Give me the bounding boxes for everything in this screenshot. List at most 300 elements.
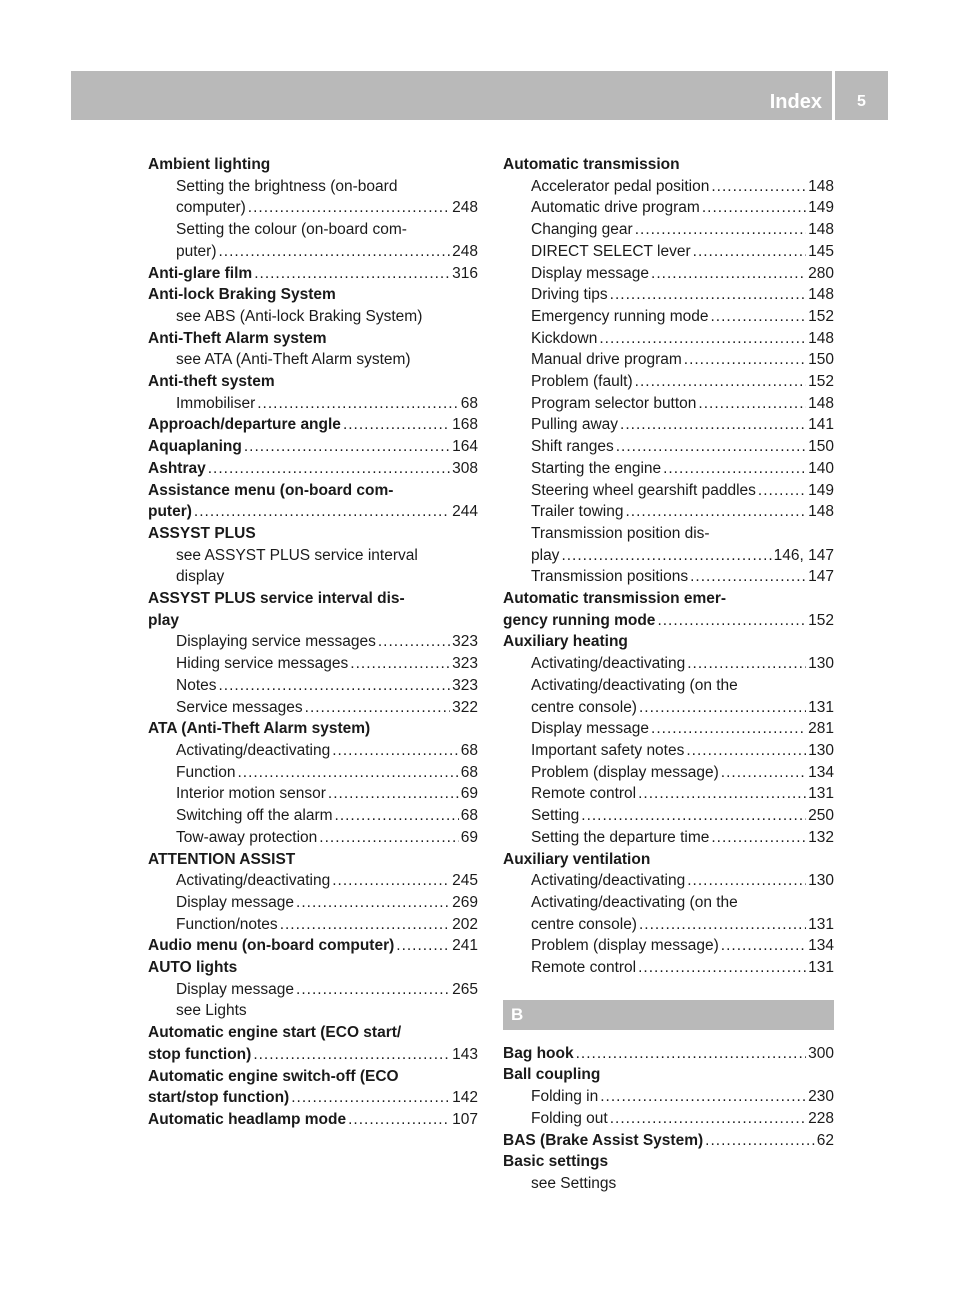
entry-label: centre console) [531,698,637,716]
index-term [148,458,478,480]
dot-leader [711,176,806,198]
dot-leader [600,1086,806,1108]
entry-label: Problem (display message) [531,763,719,781]
dot-leader [721,762,806,784]
dot-leader [690,566,806,588]
index-subentry [148,805,478,827]
dot-leader [253,1044,450,1066]
entry-label: Switching off the alarm [176,807,333,825]
index-term [148,588,478,610]
entry-label: Anti-glare film [148,264,253,282]
entry-label: see ASSYST PLUS service interval [176,546,418,564]
page-reference[interactable]: 68 [460,807,478,825]
entry-label: DIRECT SELECT lever [531,242,691,260]
entry-label: Approach/departure angle [148,416,341,434]
page-reference[interactable]: 230 [808,1088,834,1106]
entry-label: see ATA (Anti-Theft Alarm system) [176,351,411,369]
index-subentry [503,566,834,588]
index-subentry [148,870,478,892]
index-subentry [148,349,478,371]
index-subentry [503,306,834,328]
dot-leader [219,241,451,263]
page-reference[interactable]: 280 [808,264,834,282]
entry-label: puter) [176,242,217,260]
index-subentry [503,349,834,371]
page-reference[interactable]: 164 [452,438,478,456]
entry-label: Shift ranges [531,438,614,456]
dot-leader [378,631,450,653]
dot-leader [291,1087,450,1109]
page-reference[interactable]: 69 [460,828,478,846]
page-reference[interactable]: 269 [452,893,478,911]
index-subentry [148,631,478,653]
page-reference[interactable]: 68 [460,741,478,759]
index-term [503,849,834,871]
entry-label: Assistance menu (on-board com- [148,481,394,499]
entry-label: Activating/deactivating [531,872,686,890]
page-reference[interactable]: 148 [808,177,834,195]
dot-leader [237,762,458,784]
page-reference[interactable]: 300 [808,1044,834,1062]
page-reference[interactable]: 130 [808,655,834,673]
dot-leader [758,480,806,502]
dot-leader [625,501,806,523]
page-reference[interactable]: 148 [808,286,834,304]
index-subentry [148,979,478,1001]
entry-label: Service messages [176,698,303,716]
entry-label: Remote control [531,785,637,803]
index-term [148,501,478,523]
index-column-right [503,154,834,1195]
dot-leader [657,610,806,632]
entry-label: Display message [531,720,650,738]
page-reference[interactable]: 130 [808,872,834,890]
entry-label: Transmission positions [531,568,689,586]
entry-label: gency running mode [503,611,656,629]
index-subentry [148,1000,478,1022]
page-reference[interactable]: 248 [452,199,478,217]
dot-leader [305,697,450,719]
entry-label: Setting the brightness (on-board [176,177,398,195]
index-term [148,263,478,285]
entry-label: Hiding service messages [176,655,349,673]
entry-label: Basic settings [503,1153,609,1171]
entry-label: Ambient lighting [148,156,271,173]
index-subentry [503,914,834,936]
index-subentry [148,892,478,914]
entry-label: see ABS (Anti-lock Braking System) [176,307,423,325]
index-subentry [503,675,834,697]
index-term [148,957,478,979]
page-reference[interactable]: 140 [808,459,834,477]
entry-label: Displaying service messages [176,633,376,651]
index-subentry [503,1086,834,1108]
index-subentry [503,783,834,805]
entry-label: Kickdown [531,329,598,347]
index-term [148,849,478,871]
index-subentry [148,762,478,784]
index-term [148,610,478,632]
index-subentry [503,957,834,979]
index-subentry [148,545,478,567]
entry-label: Auxiliary heating [503,633,628,651]
index-term [148,414,478,436]
index-subentry [148,566,478,588]
entry-label: Automatic transmission [503,156,680,173]
entry-label: AUTO lights [148,959,238,977]
page-reference[interactable]: 281 [808,720,834,738]
entry-label: Driving tips [531,286,608,304]
index-subentry [503,805,834,827]
page-reference[interactable]: 134 [808,937,834,955]
page-reference[interactable]: 150 [808,351,834,369]
dot-leader [687,653,806,675]
dot-leader [254,263,450,285]
dot-leader [561,545,771,567]
page-reference[interactable]: 316 [452,264,478,282]
index-term [503,1064,834,1086]
page-reference[interactable]: 141 [808,416,834,434]
index-term [503,631,834,653]
entry-label: Problem (fault) [531,373,633,391]
index-subentry [503,740,834,762]
entry-label: see Settings [531,1174,617,1192]
entry-label: Anti-lock Braking System [148,286,336,304]
dot-leader [705,1130,815,1152]
index-subentry [503,827,834,849]
dot-leader [396,935,450,957]
entry-label: computer) [176,199,246,217]
page-reference[interactable]: 130 [808,741,834,759]
entry-label: Activating/deactivating [176,741,331,759]
index-subentry [148,176,478,198]
entry-label: Transmission position dis- [531,524,710,542]
entry-label: display [176,568,225,586]
entry-label: Tow-away protection [176,828,318,846]
entry-label: Setting the departure time [531,828,710,846]
entry-label: Display message [176,980,295,998]
page-reference[interactable]: 134 [808,763,834,781]
entry-label: centre console) [531,915,637,933]
entry-label: Auxiliary ventilation [503,850,651,868]
entry-label: Activating/deactivating [176,872,331,890]
page-reference[interactable]: 265 [452,980,478,998]
entry-label: Automatic transmission emer- [503,590,727,608]
dot-leader [663,458,806,480]
entry-label: Setting the colour (on-board com- [176,221,407,239]
entry-label: puter) [148,503,192,521]
entry-label: Manual drive program [531,351,682,369]
index-term [148,523,478,545]
entry-label: play [531,546,560,564]
page-reference[interactable]: 168 [452,416,478,434]
page-reference[interactable]: 68 [460,763,478,781]
index-term [148,1044,478,1066]
page-reference[interactable]: 202 [452,915,478,933]
entry-label: Setting [531,807,580,825]
index-subentry [148,197,478,219]
header-bar [71,71,832,120]
dot-leader [638,957,806,979]
index-subentry [148,219,478,241]
index-subentry [503,523,834,545]
dot-leader [616,436,806,458]
dot-leader [684,349,806,371]
entry-label: Problem (display message) [531,937,719,955]
entry-label: Anti-Theft Alarm system [148,329,327,347]
dot-leader [620,414,806,436]
dot-leader [693,241,806,263]
entry-label: Aquaplaning [148,438,242,456]
index-subentry [503,371,834,393]
page-reference[interactable]: 148 [808,221,834,239]
entry-label: Activating/deactivating (on the [531,676,738,694]
index-subentry [503,263,834,285]
dot-leader [651,718,806,740]
page-reference[interactable]: 62 [816,1131,834,1149]
page-reference[interactable]: 145 [808,242,834,260]
entry-label: Function [176,763,236,781]
page-reference[interactable]: 143 [452,1045,478,1063]
dot-leader [651,263,806,285]
dot-leader [721,935,806,957]
entry-label: Steering wheel gearshift paddles [531,481,756,499]
page-reference[interactable]: 148 [808,394,834,412]
dot-leader [610,284,806,306]
page-reference[interactable]: 248 [452,242,478,260]
page-reference[interactable]: 68 [460,394,478,412]
dot-leader [208,458,450,480]
page-reference[interactable]: 250 [808,807,834,825]
entry-label: stop function) [148,1045,252,1063]
entry-label: Interior motion sensor [176,785,326,803]
dot-leader [296,892,450,914]
page-reference[interactable]: 132 [808,828,834,846]
index-subentry [148,914,478,936]
entry-label: Emergency running mode [531,307,709,325]
section-letter-banner: B [503,1000,834,1030]
entry-label: Ashtray [148,459,206,477]
dot-leader [257,393,459,415]
page-reference[interactable]: 150 [808,438,834,456]
index-subentry [503,762,834,784]
entry-label: Automatic engine switch-off (ECO [148,1067,399,1085]
dot-leader [319,827,458,849]
dot-leader [244,436,450,458]
index-term [148,718,478,740]
index-subentry [503,219,834,241]
page-reference[interactable]: 149 [808,199,834,217]
entry-label: ATA (Anti-Theft Alarm system) [148,720,371,738]
page-reference[interactable]: 322 [452,698,478,716]
index-subentry [503,436,834,458]
entry-label: Audio menu (on-board computer) [148,937,395,955]
page-reference[interactable]: 131 [808,959,834,977]
entry-label: BAS (Brake Assist System) [503,1131,704,1149]
page-reference[interactable]: 245 [452,872,478,890]
index-subentry [148,783,478,805]
entry-label: Important safety notes [531,741,685,759]
page-reference[interactable]: 149 [808,481,834,499]
entry-label: ASSYST PLUS service interval dis- [148,590,405,608]
entry-label: Automatic drive program [531,199,700,217]
index-subentry [148,827,478,849]
entry-label: Notes [176,676,217,694]
dot-leader [328,783,459,805]
index-subentry [503,501,834,523]
index-subentry [503,414,834,436]
entry-label: Ball coupling [503,1066,601,1084]
entry-label: Display message [176,893,295,911]
index-term [503,1151,834,1173]
page-reference[interactable]: 308 [452,459,478,477]
dot-leader [638,783,806,805]
page-reference[interactable]: 152 [808,307,834,325]
entry-label: Automatic headlamp mode [148,1110,347,1128]
entry-label: Activating/deactivating (on the [531,893,738,911]
entry-label: Bag hook [503,1044,574,1062]
dot-leader [599,328,806,350]
index-subentry [503,197,834,219]
index-term [148,328,478,350]
index-subentry [503,935,834,957]
page-reference[interactable]: 241 [452,937,478,955]
dot-leader [332,870,450,892]
index-term [503,154,834,176]
dot-leader [350,653,450,675]
index-subentry [148,697,478,719]
page-reference[interactable]: 131 [808,915,834,933]
entry-label: Accelerator pedal position [531,177,710,195]
index-term [148,284,478,306]
dot-leader [711,306,807,328]
entry-label: Trailer towing [531,503,624,521]
index-subentry [503,1108,834,1130]
index-subentry [148,306,478,328]
entry-label: start/stop function) [148,1089,290,1107]
entry-label: Display message [531,264,650,282]
index-subentry [503,1173,834,1195]
entry-label: Starting the engine [531,459,662,477]
index-subentry [503,480,834,502]
entry-label: Function/notes [176,915,278,933]
index-term [503,610,834,632]
dot-leader [576,1043,807,1065]
index-term [148,371,478,393]
index-subentry [503,892,834,914]
entry-label: Remote control [531,959,637,977]
dot-leader [610,1108,806,1130]
index-term [148,1087,478,1109]
index-term [148,436,478,458]
index-term [148,480,478,502]
index-subentry [148,653,478,675]
page-reference[interactable]: 69 [460,785,478,803]
entry-label: see Lights [176,1002,247,1020]
index-term [148,1022,478,1044]
dot-leader [635,219,806,241]
index-subentry [148,393,478,415]
index-subentry [503,176,834,198]
index-column-left [148,154,478,1131]
entry-label: ATTENTION ASSIST [148,850,296,868]
index-term [503,1043,834,1065]
dot-leader [698,393,806,415]
index-term [148,154,478,176]
dot-leader [711,827,806,849]
page-reference[interactable]: 147 [808,568,834,586]
dot-leader [248,197,450,219]
header-page-number: 5 [835,71,888,120]
entry-label: Anti-theft system [148,373,275,391]
dot-leader [194,501,450,523]
page-reference[interactable]: 146, 147 [773,546,834,564]
index-subentry [148,675,478,697]
dot-leader [296,979,450,1001]
entry-label: Activating/deactivating [531,655,686,673]
entry-label: ASSYST PLUS [148,524,256,542]
page-reference[interactable]: 323 [452,655,478,673]
index-subentry [148,740,478,762]
dot-leader [581,805,806,827]
index-subentry [503,284,834,306]
dot-leader [687,870,806,892]
index-term [148,935,478,957]
dot-leader [639,697,806,719]
index-term [503,588,834,610]
index-subentry [503,241,834,263]
page-reference[interactable]: 152 [808,373,834,391]
index-subentry [503,393,834,415]
index-term [148,1066,478,1088]
page-reference[interactable]: 148 [808,503,834,521]
entry-label: play [148,611,180,629]
dot-leader [343,414,450,436]
dot-leader [280,914,450,936]
page-reference[interactable]: 148 [808,329,834,347]
index-term [148,1109,478,1131]
entry-label: Program selector button [531,394,697,412]
page-reference[interactable]: 152 [808,611,834,629]
entry-label: Folding in [531,1088,599,1106]
entry-label: Immobiliser [176,394,256,412]
entry-label: Pulling away [531,416,619,434]
page-reference[interactable]: 323 [452,633,478,651]
index-subentry [503,697,834,719]
page-reference[interactable]: 131 [808,785,834,803]
entry-label: Automatic engine start (ECO start/ [148,1024,402,1042]
index-subentry [503,870,834,892]
page-reference[interactable]: 142 [452,1089,478,1107]
dot-leader [219,675,451,697]
index-subentry [503,545,834,567]
dot-leader [639,914,806,936]
dot-leader [335,805,459,827]
entry-label: Changing gear [531,221,633,239]
page-reference[interactable]: 107 [452,1110,478,1128]
index-term [503,1130,834,1152]
page-reference[interactable]: 244 [452,503,478,521]
dot-leader [702,197,806,219]
index-subentry [503,653,834,675]
dot-leader [686,740,806,762]
index-subentry [503,718,834,740]
page-reference[interactable]: 131 [808,698,834,716]
page-reference[interactable]: 323 [452,676,478,694]
dot-leader [332,740,459,762]
index-subentry [148,241,478,263]
page-reference[interactable]: 228 [808,1109,834,1127]
